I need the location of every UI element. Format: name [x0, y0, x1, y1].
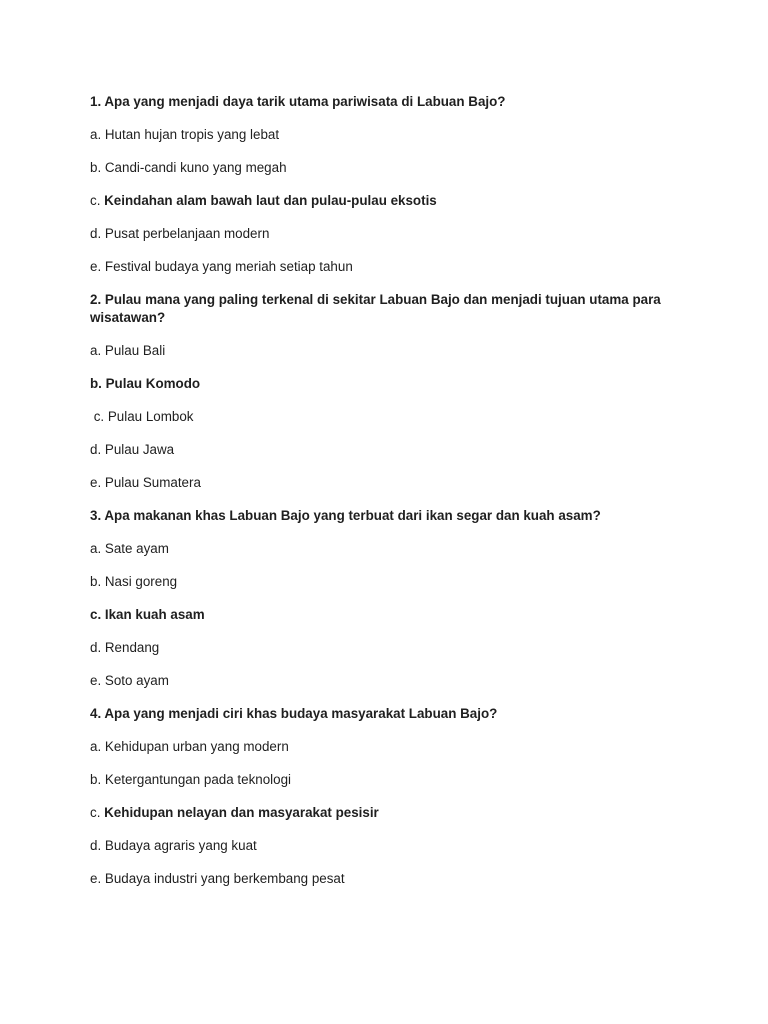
question-1-option-b	[90, 159, 670, 177]
question-2-option-d	[90, 441, 670, 459]
question-3: 3. Apa makanan khas Labuan Bajo yang terbuat dari ikan segar dan kuah asam?	[90, 508, 601, 523]
option-text: Budaya industri yang berkembang pesat	[104, 871, 345, 886]
option-text: Budaya agraris yang kuat	[104, 838, 257, 853]
option-prefix: b.	[90, 772, 105, 787]
option-text: Festival budaya yang meriah setiap tahun	[104, 259, 353, 274]
question-3-option-e	[90, 672, 670, 690]
question-1-option-d	[90, 225, 670, 243]
option-prefix: c.	[90, 607, 105, 622]
question-3-option-b	[90, 573, 670, 591]
question-2: 2. Pulau mana yang paling terkenal di sekitar Labuan Bajo dan menjadi tujuan utama para wisatawan?	[90, 292, 665, 325]
option-prefix: a.	[90, 343, 105, 358]
option-text: Pulau Lombok	[107, 409, 194, 424]
option-text: Keindahan alam bawah laut dan pulau-pulau eksotis	[104, 193, 437, 208]
option-prefix: a.	[90, 541, 105, 556]
option-text: Ketergantungan pada teknologi	[104, 772, 292, 787]
question-4-option-b	[90, 771, 670, 789]
option-prefix: a.	[90, 127, 105, 142]
question-3-option-a	[90, 540, 670, 558]
question-2-option-a	[90, 342, 670, 360]
option-text: Pulau Jawa	[104, 442, 175, 457]
option-text: Ikan kuah asam	[104, 607, 205, 622]
option-text: Nasi goreng	[104, 574, 178, 589]
question-1-option-c-answer	[90, 192, 670, 210]
option-text: Hutan hujan tropis yang lebat	[104, 127, 280, 142]
question-4: 4. Apa yang menjadi ciri khas budaya masyarakat Labuan Bajo?	[90, 706, 498, 721]
option-text: Candi-candi kuno yang megah	[104, 160, 287, 175]
option-prefix: d.	[90, 838, 105, 853]
option-text: Kehidupan urban yang modern	[104, 739, 289, 754]
question-4-option-e	[90, 870, 670, 888]
question-4-option-d	[90, 837, 670, 855]
option-text: Pusat perbelanjaan modern	[104, 226, 270, 241]
question-4-option-c-answer	[90, 804, 670, 822]
option-text: Pulau Sumatera	[104, 475, 201, 490]
option-prefix: d.	[90, 640, 105, 655]
option-text: Kehidupan nelayan dan masyarakat pesisir	[104, 805, 379, 820]
option-prefix: a.	[90, 739, 105, 754]
option-text: Pulau Komodo	[105, 376, 201, 391]
question-2-option-b-answer	[90, 375, 670, 393]
option-prefix: c.	[90, 193, 105, 208]
question-4-option-a	[90, 738, 670, 756]
question-1: 1. Apa yang menjadi daya tarik utama pariwisata di Labuan Bajo?	[90, 94, 506, 109]
option-text: Pulau Bali	[104, 343, 166, 358]
option-prefix: b.	[90, 574, 105, 589]
question-1-option-a	[90, 126, 670, 144]
quiz-document	[90, 93, 670, 903]
option-text: Rendang	[104, 640, 160, 655]
option-prefix: c.	[90, 805, 105, 820]
option-prefix: d.	[90, 226, 105, 241]
question-2-option-c	[90, 408, 670, 426]
option-prefix: e.	[90, 871, 105, 886]
option-text: Sate ayam	[104, 541, 169, 556]
option-prefix: b.	[90, 376, 106, 391]
option-prefix: b.	[90, 160, 105, 175]
question-1-option-e	[90, 258, 670, 276]
question-3-option-c-answer	[90, 606, 670, 624]
option-prefix: e.	[90, 673, 105, 688]
option-text: Soto ayam	[104, 673, 169, 688]
question-2-option-e	[90, 474, 670, 492]
option-prefix: e.	[90, 475, 105, 490]
question-3-option-d	[90, 639, 670, 657]
option-prefix: c.	[90, 409, 108, 424]
option-prefix: e.	[90, 259, 105, 274]
option-prefix: d.	[90, 442, 105, 457]
